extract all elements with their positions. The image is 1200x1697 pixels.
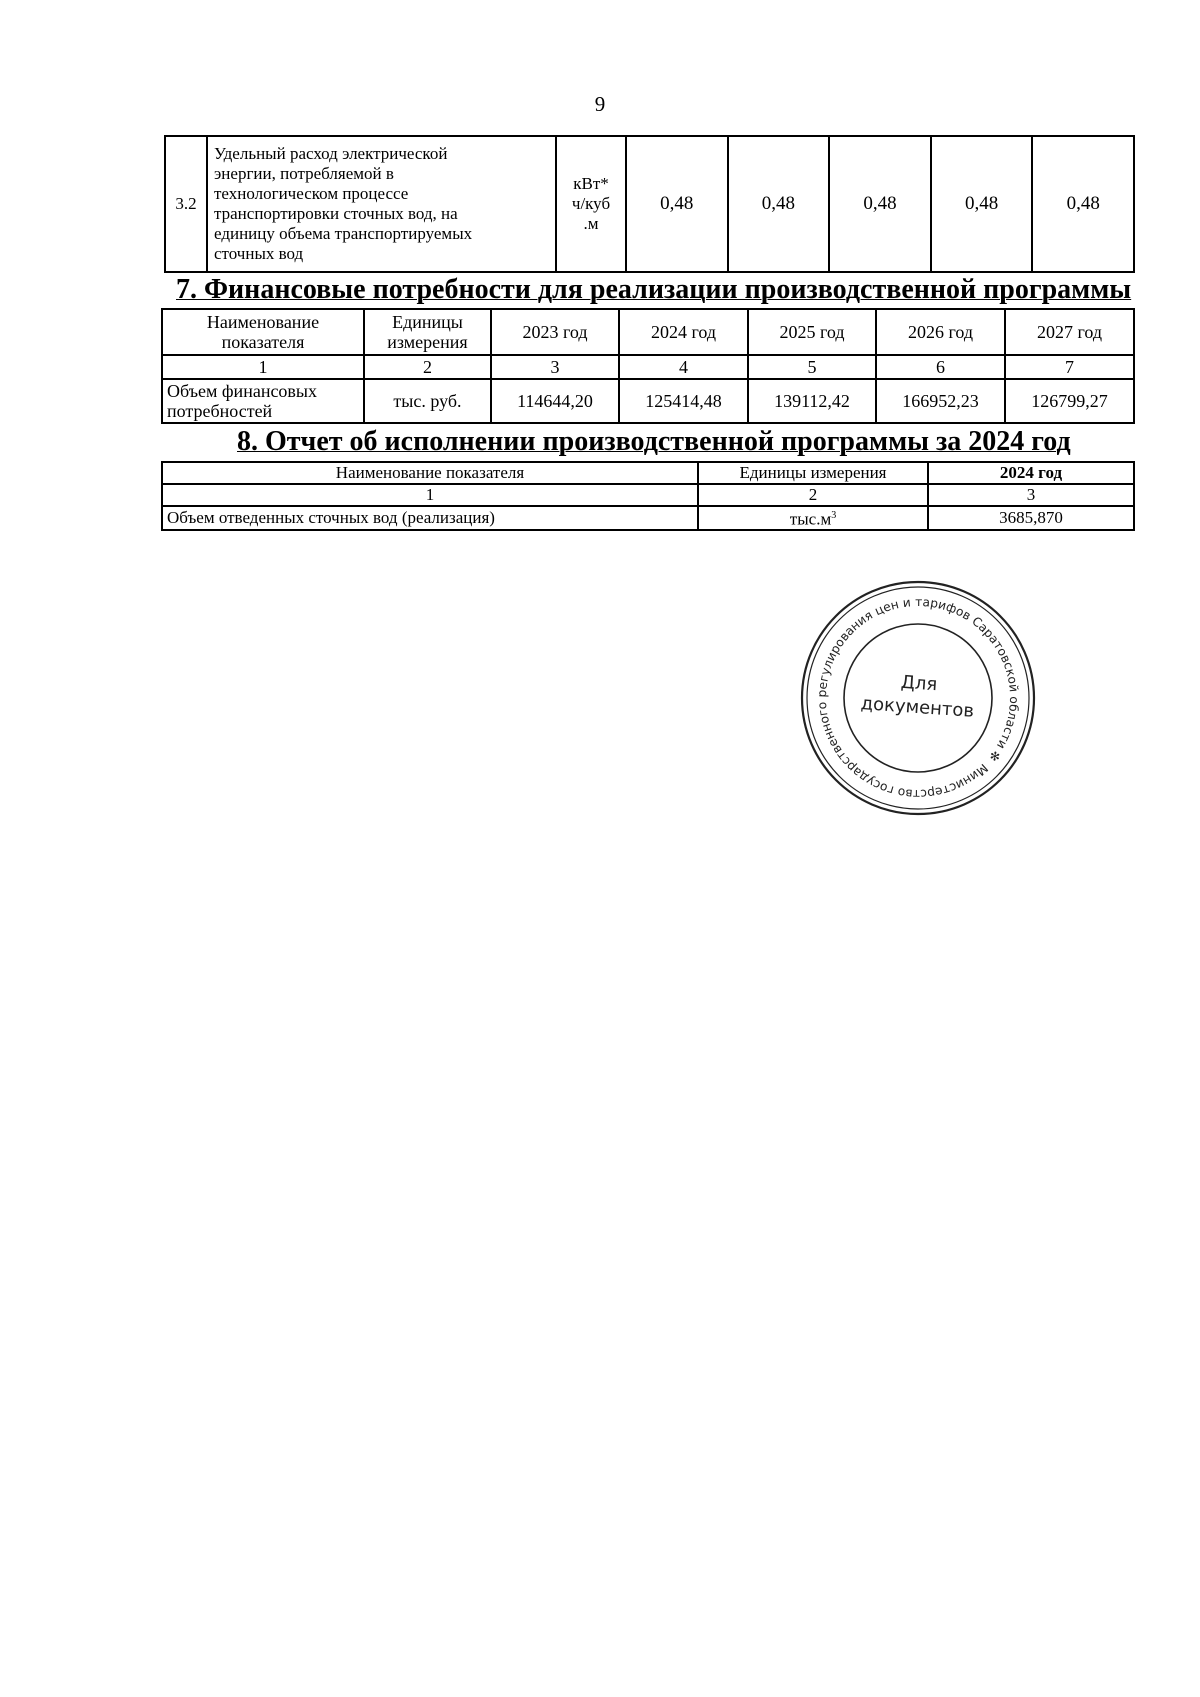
header-year: 2026 год (876, 309, 1005, 355)
row-unit (698, 506, 928, 530)
column-number-row (162, 484, 1134, 506)
section-8-heading: 8. Отчет об исполнении производственной программы за 2024 год (237, 426, 1071, 457)
column-number: 3 (491, 355, 619, 379)
unit-text: тыс.м (789, 509, 832, 529)
header-year: 2027 год (1005, 309, 1134, 355)
row-unit: тыс. руб. (364, 379, 491, 423)
value-cell: 0,48 (829, 136, 931, 272)
column-number: 7 (1005, 355, 1134, 379)
column-number-row (162, 355, 1134, 379)
value-cell: 166952,23 (876, 379, 1005, 423)
indicator-name-line: технологическом процессе (214, 184, 409, 203)
value-cell: 125414,48 (619, 379, 748, 423)
value-cell: 0,48 (728, 136, 830, 272)
value-cell: 0,48 (931, 136, 1033, 272)
indicator-unit (556, 136, 626, 272)
column-number: 6 (876, 355, 1005, 379)
indicator-name-line: транспортировки сточных вод, на (214, 204, 458, 223)
value-cell: 0,48 (626, 136, 728, 272)
header-year: 2023 год (491, 309, 619, 355)
table-row (162, 379, 1134, 423)
header-year: 2024 год (928, 462, 1134, 484)
indicator-name-line: единицу объема транспортируемых (214, 224, 473, 243)
value-cell: 3685,870 (928, 506, 1134, 530)
column-number: 5 (748, 355, 876, 379)
table-header-row (162, 462, 1134, 484)
value-cell: 126799,27 (1005, 379, 1134, 423)
header-unit: Единицы измерения (698, 462, 928, 484)
value-cell: 114644,20 (491, 379, 619, 423)
row-label-line: Объем финансовых (167, 381, 318, 401)
column-number: 4 (619, 355, 748, 379)
value-cell: 0,48 (1032, 136, 1134, 272)
header-unit (364, 309, 491, 355)
unit-line: .м (583, 214, 599, 233)
table-row (165, 136, 1134, 272)
stamp-ring-text-path: Министерство государственного регулирования цен и тарифов Саратовской области ✻ (814, 594, 1022, 802)
official-stamp (798, 578, 1038, 818)
section-7-heading: 7. Финансовые потребности для реализации производственной программы (176, 274, 1132, 305)
row-index: 3.2 (165, 136, 207, 272)
row-label-line: потребностей (167, 401, 273, 421)
header-year: 2025 год (748, 309, 876, 355)
indicator-name-line: Удельный расход электрической (214, 144, 448, 163)
stamp-center-line: Для (900, 671, 938, 696)
unit-line: ч/куб (571, 194, 611, 213)
header-line: измерения (387, 332, 468, 352)
header-year: 2024 год (619, 309, 748, 355)
unit-superscript: 3 (831, 510, 837, 521)
page-number: 9 (594, 92, 606, 116)
indicator-name-line: энергии, потребляемой в (214, 164, 394, 183)
indicator-table-top (164, 135, 1135, 273)
column-number: 2 (364, 355, 491, 379)
program-report-table (161, 461, 1135, 531)
header-name: Наименование показателя (162, 462, 698, 484)
value-cell: 139112,42 (748, 379, 876, 423)
header-line: показателя (221, 332, 305, 352)
column-number: 2 (698, 484, 928, 506)
header-line: Наименование (206, 312, 320, 332)
row-label: Объем отведенных сточных вод (реализация) (162, 506, 698, 530)
indicator-name (207, 136, 556, 272)
financial-needs-table (161, 308, 1135, 424)
indicator-name-line: сточных вод (214, 244, 304, 263)
header-name (162, 309, 364, 355)
row-label (162, 379, 364, 423)
table-row (162, 506, 1134, 530)
header-line: Единицы (392, 312, 463, 332)
column-number: 1 (162, 484, 698, 506)
unit-line: кВт* (573, 174, 609, 193)
table-header-row (162, 309, 1134, 355)
column-number: 1 (162, 355, 364, 379)
column-number: 3 (928, 484, 1134, 506)
stamp-center-line: документов (859, 693, 975, 722)
